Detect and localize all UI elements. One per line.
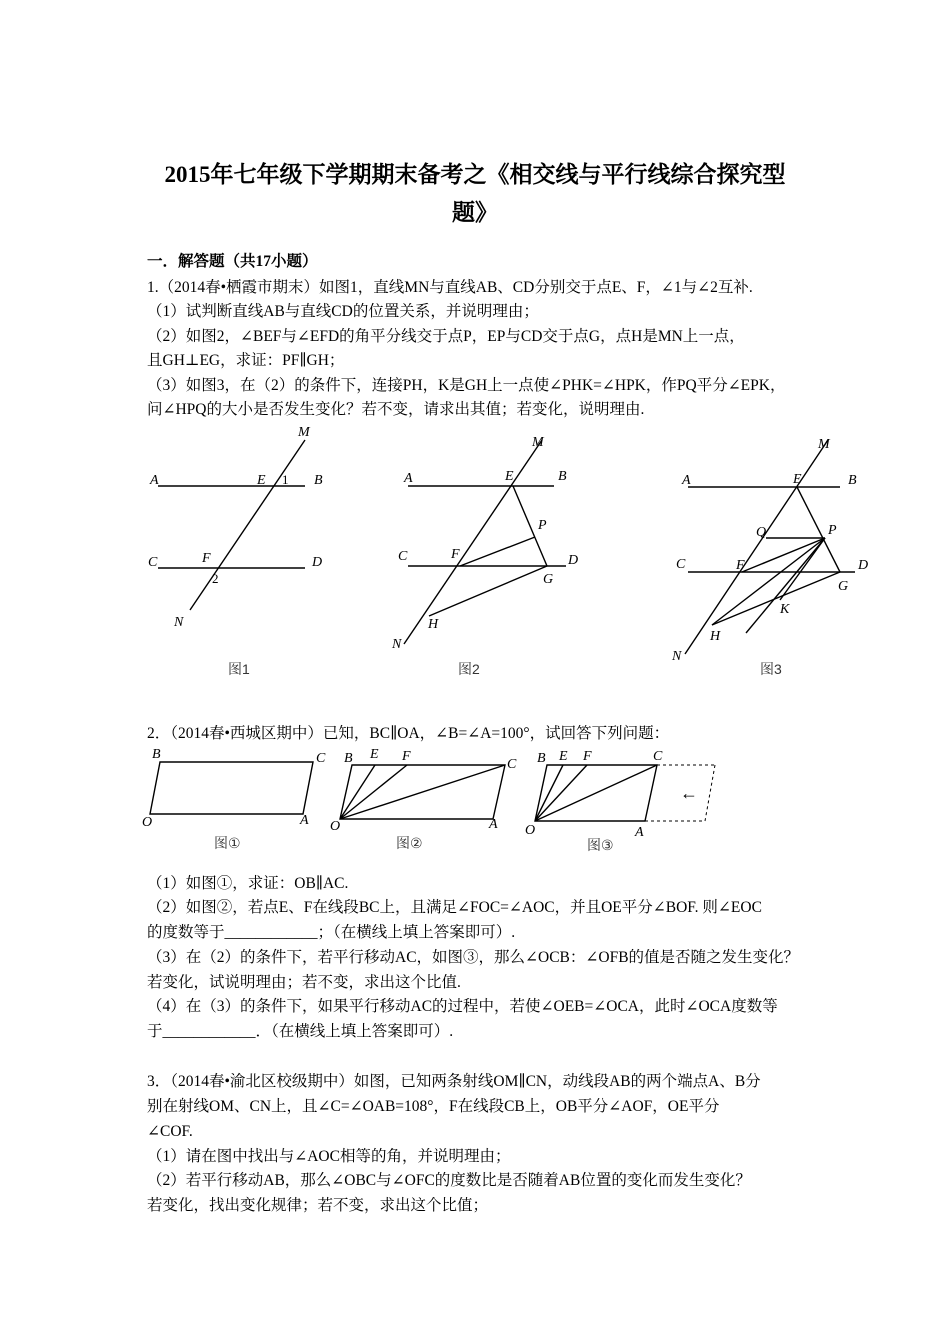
q2-line-5: 若变化，试说明理由；若不变，求出这个比值. bbox=[147, 974, 461, 991]
q1-figure-3 bbox=[670, 428, 885, 688]
q2-line-6: （4）在（3）的条件下，如果平行移动AC的过程中，若使∠OEB=∠OCA，此时∠OCA度数等 bbox=[147, 998, 778, 1015]
label-B: B bbox=[314, 473, 323, 488]
label-A: A bbox=[682, 473, 691, 488]
q2-line-1: （1）如图①，求证：OB∥AC. bbox=[147, 875, 349, 892]
label-B: B bbox=[152, 747, 161, 762]
label-E: E bbox=[559, 749, 568, 764]
label-Q: Q bbox=[756, 525, 767, 540]
caption-q2-fig3: 图③ bbox=[587, 837, 614, 853]
label-F: F bbox=[202, 551, 211, 566]
q3-line-2: 别在射线OM、CN上，且∠C=∠OAB=108°，F在线段CB上，OB平分∠AOF，OE平分 bbox=[147, 1098, 720, 1115]
caption-q2-fig2: 图② bbox=[396, 835, 423, 851]
label-D: D bbox=[858, 558, 869, 573]
label-B: B bbox=[558, 469, 567, 484]
caption-q2-fig1: 图① bbox=[214, 835, 241, 851]
q1-line-4: 且GH⊥EG，求证：PF∥GH； bbox=[147, 352, 345, 369]
q1-line-5: （3）如图3，在（2）的条件下，连接PH，K是GH上一点使∠PHK=∠HPK，作PQ平分∠EPK， bbox=[147, 377, 786, 394]
label-F: F bbox=[402, 749, 411, 764]
label-N: N bbox=[392, 637, 402, 652]
q1-line-6: 问∠HPQ的大小是否发生变化？若不变，请求出其值；若变化，说明理由. bbox=[147, 401, 645, 418]
label-P: P bbox=[538, 518, 547, 533]
document-title bbox=[120, 156, 830, 232]
label-G: G bbox=[543, 572, 554, 587]
label-F: F bbox=[736, 558, 745, 573]
label-K: K bbox=[780, 602, 790, 617]
label-M: M bbox=[532, 435, 544, 450]
q2-line-7: 于____________．（在横线上填上答案即可）. bbox=[147, 1023, 454, 1040]
label-A: A bbox=[404, 471, 413, 486]
q1-figure-2 bbox=[392, 426, 592, 688]
q3-line-1: 3．（2014春•渝北区校级期中）如图，已知两条射线OM∥CN，动线段AB的两个端点A、B分 bbox=[147, 1073, 761, 1090]
label-O: O bbox=[142, 815, 153, 830]
title-line-2: 题》 bbox=[452, 200, 498, 225]
label-C: C bbox=[507, 757, 517, 772]
q3-line-6: 若变化，找出变化规律；若不变，求出这个比值； bbox=[147, 1197, 489, 1214]
label-M: M bbox=[298, 425, 310, 440]
section-heading: 一．解答题（共17小题） bbox=[147, 253, 318, 270]
q1-line-3: （2）如图2，∠BEF与∠EFD的角平分线交于点P，EP与CD交于点G，点H是MN上一点， bbox=[147, 328, 745, 345]
label-angle-1: 1 bbox=[282, 472, 289, 487]
caption-fig3: 图3 bbox=[760, 661, 782, 677]
label-A: A bbox=[489, 817, 498, 832]
q3-line-4: （1）请在图中找出与∠AOC相等的角，并说明理由； bbox=[147, 1148, 511, 1165]
label-E: E bbox=[370, 747, 379, 762]
q2-figure-3 bbox=[525, 744, 730, 856]
label-F: F bbox=[451, 547, 460, 562]
label-B: B bbox=[344, 751, 353, 766]
label-C: C bbox=[653, 749, 663, 764]
label-B: B bbox=[848, 473, 857, 488]
q1-line-1: 1.（2014春•栖霞市期末）如图1，直线MN与直线AB、CD分别交于点E、F，∠1与∠2互补. bbox=[147, 279, 753, 296]
label-H: H bbox=[428, 617, 439, 632]
q1-line-2: （1）试判断直线AB与直线CD的位置关系，并说明理由； bbox=[147, 303, 539, 320]
label-A: A bbox=[300, 813, 309, 828]
label-A: A bbox=[150, 473, 159, 488]
title-line-1: 2015年七年级下学期期末备考之《相交线与平行线综合探究型 bbox=[164, 162, 786, 187]
label-angle-2: 2 bbox=[212, 571, 219, 586]
label-C: C bbox=[398, 549, 408, 564]
q3-line-3: ∠COF. bbox=[147, 1123, 193, 1140]
label-B: B bbox=[537, 751, 546, 766]
label-C: C bbox=[676, 557, 686, 572]
label-E: E bbox=[257, 473, 266, 488]
caption-fig2: 图2 bbox=[458, 661, 480, 677]
label-G: G bbox=[838, 579, 849, 594]
caption-fig1: 图1 bbox=[228, 661, 250, 677]
label-P: P bbox=[828, 523, 837, 538]
q2-line-4: （3）在（2）的条件下，若平行移动AC，如图③，那么∠OCB：∠OFB的值是否随之发生变化？ bbox=[147, 949, 800, 966]
q2-intro: 2．（2014春•西城区期中）已知，BC∥OA，∠B=∠A=100°，试回答下列问题： bbox=[147, 725, 670, 742]
q2-figure-2 bbox=[330, 742, 525, 856]
label-O: O bbox=[525, 823, 536, 838]
label-N: N bbox=[672, 649, 682, 664]
q2-line-3: 的度数等于____________；（在横线上填上答案即可）. bbox=[147, 924, 516, 941]
label-N: N bbox=[174, 615, 184, 630]
label-D: D bbox=[568, 553, 579, 568]
label-H: H bbox=[710, 629, 721, 644]
label-D: D bbox=[312, 555, 323, 570]
label-A: A bbox=[635, 825, 644, 840]
arrow-left-icon: ← bbox=[680, 783, 698, 803]
q1-figure-1 bbox=[140, 418, 340, 688]
label-C: C bbox=[148, 555, 158, 570]
q2-line-2: （2）如图②，若点E、F在线段BC上，且满足∠FOC=∠AOC，并且OE平分∠BOF. 则∠EOC bbox=[147, 899, 762, 916]
label-F: F bbox=[583, 749, 592, 764]
label-O: O bbox=[330, 819, 341, 834]
q2-figure-1 bbox=[140, 744, 330, 856]
q3-line-5: （2）若平行移动AB，那么∠OBC与∠OFC的度数比是否随着AB位置的变化而发生变化？ bbox=[147, 1172, 751, 1189]
label-C: C bbox=[316, 751, 326, 766]
label-E: E bbox=[793, 472, 802, 487]
label-M: M bbox=[818, 437, 830, 452]
label-E: E bbox=[505, 469, 514, 484]
